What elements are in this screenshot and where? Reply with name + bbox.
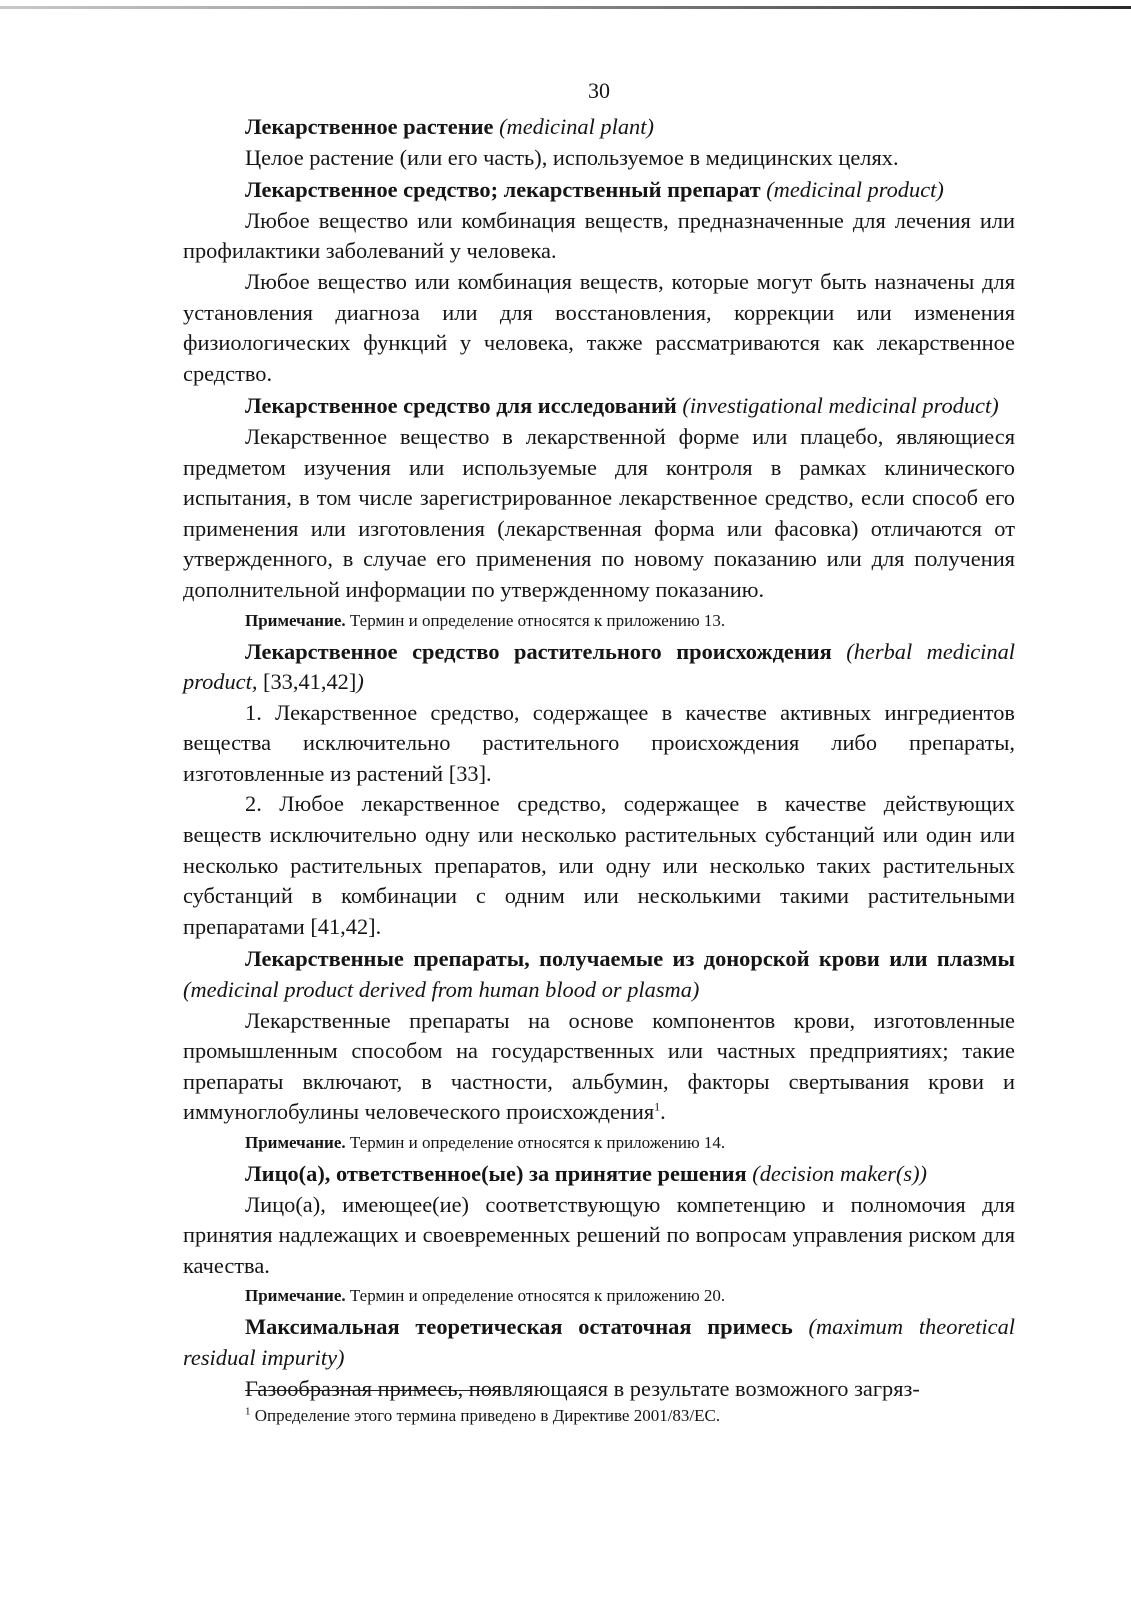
term-heading (183, 944, 1015, 1005)
note-text: Термин и определение относятся к приложению 20. (349, 1286, 726, 1306)
note (183, 1130, 1015, 1156)
footnote-text: Определение этого термина приведено в Директиве 2001/83/ЕС. (254, 1406, 721, 1425)
definition-paragraph: Лицо(а), имеющее(ие) соответствующую компетенцию и полномочия для принятия надлежащих и своевременных решений по вопросам управления риском для качества. (183, 1191, 1015, 1278)
note-text: Термин и определение относятся к приложению 13. (349, 610, 726, 630)
term-translation-close: ) (356, 669, 364, 695)
term-name: Лекарственное средство; лекарственный препарат (245, 177, 761, 203)
note-label: Примечание. (245, 1133, 346, 1152)
note-label: Примечание. (245, 610, 346, 630)
page-number: 30 (588, 78, 610, 103)
definition-paragraph: Газообразная примесь, появляющаяся в результате возможного загряз- (245, 1375, 920, 1401)
term-translation: (maximum theoretical residual impurity) (183, 1314, 1016, 1370)
term-translation: (medicinal product derived from human blood or plasma) (183, 977, 700, 1003)
definition-tail: . (660, 1099, 666, 1125)
term-heading (183, 1312, 1015, 1373)
document-page (183, 74, 1015, 1404)
definition-paragraph: 2. Любое лекарственное средство, содержащее в качестве действующих веществ исключительно одну или несколько растительных субстанций или один или несколько растительных препаратов, или одну или несколько таких растительных субстанций в комбинации с одним или несколькими такими растительными препаратами [41,42]. (183, 791, 1015, 939)
term-heading (183, 1159, 1015, 1190)
footnote-separator (245, 1390, 501, 1391)
term-heading (183, 637, 1015, 698)
term-translation: (medicinal product) (766, 177, 944, 203)
term-translation: (herbal medicinal product, (183, 638, 1015, 695)
definition-text: Лекарственные препараты на основе компонентов крови, изготовленные промышленным способом на государственных или частных предприятиях; такие препараты включают, в частности, альбумин, факторы свертывания крови и иммуноглобулины человеческого происхождения (183, 1007, 1015, 1125)
note (183, 608, 1015, 634)
definition-paragraph: Лекарственное вещество в лекарственной форме или плацебо, являющиеся предметом изучения или используемые для контроля в рамках клинического испытания, в том числе зарегистрированное лекарственное средство, если способ его применения или изготовления (лекарственная форма или фасовка) отличаются от утвержденного, в случае его применения по новому показанию или для получения дополнительной информации по утвержденному показанию. (183, 423, 1015, 602)
term-name: Лицо(а), ответственное(ые) за принятие решения (245, 1161, 747, 1186)
term-heading (183, 112, 1015, 143)
definition-paragraph: Целое растение (или его часть), используемое в медицинских целях. (245, 144, 899, 170)
scan-edge-line (0, 6, 1131, 9)
term-translation: (medicinal plant) (499, 114, 654, 139)
definition-paragraph: Любое вещество или комбинация веществ, предназначенные для лечения или профилактики заболеваний у человека. (183, 207, 1015, 264)
definition-paragraph (183, 1006, 1015, 1128)
term-name: Максимальная теоретическая остаточная примесь (245, 1314, 793, 1340)
term-heading (183, 175, 1015, 206)
footnote (245, 1404, 1005, 1428)
term-name: Лекарственные препараты, получаемые из донорской крови или плазмы (245, 946, 1015, 972)
footnote-reference[interactable]: 1 (654, 1099, 661, 1114)
note (183, 1283, 1015, 1309)
term-name: Лекарственное растение (245, 114, 494, 139)
term-references: [33,41,42] (263, 669, 357, 695)
definition-paragraph: Любое вещество или комбинация веществ, которые могут быть назначены для установления диагноза или для восстановления, коррекции или изменения физиологических функций у человека, также рассматриваются как лекарственное средство. (183, 268, 1015, 386)
term-heading (183, 391, 1015, 422)
note-label: Примечание. (245, 1286, 346, 1306)
term-translation: (decision maker(s)) (752, 1161, 927, 1186)
definition-paragraph: 1. Лекарственное средство, содержащее в качестве активных ингредиентов вещества исключительно растительного происхождения либо препараты, изготовленные из растений [33]. (183, 699, 1015, 786)
term-name: Лекарственное средство для исследований (245, 393, 677, 419)
term-name: Лекарственное средство растительного происхождения (245, 638, 832, 664)
footnote-mark: 1 (245, 1405, 251, 1418)
term-translation: (investigational medicinal product) (682, 393, 999, 419)
note-text: Термин и определение относятся к приложению 14. (349, 1133, 726, 1152)
